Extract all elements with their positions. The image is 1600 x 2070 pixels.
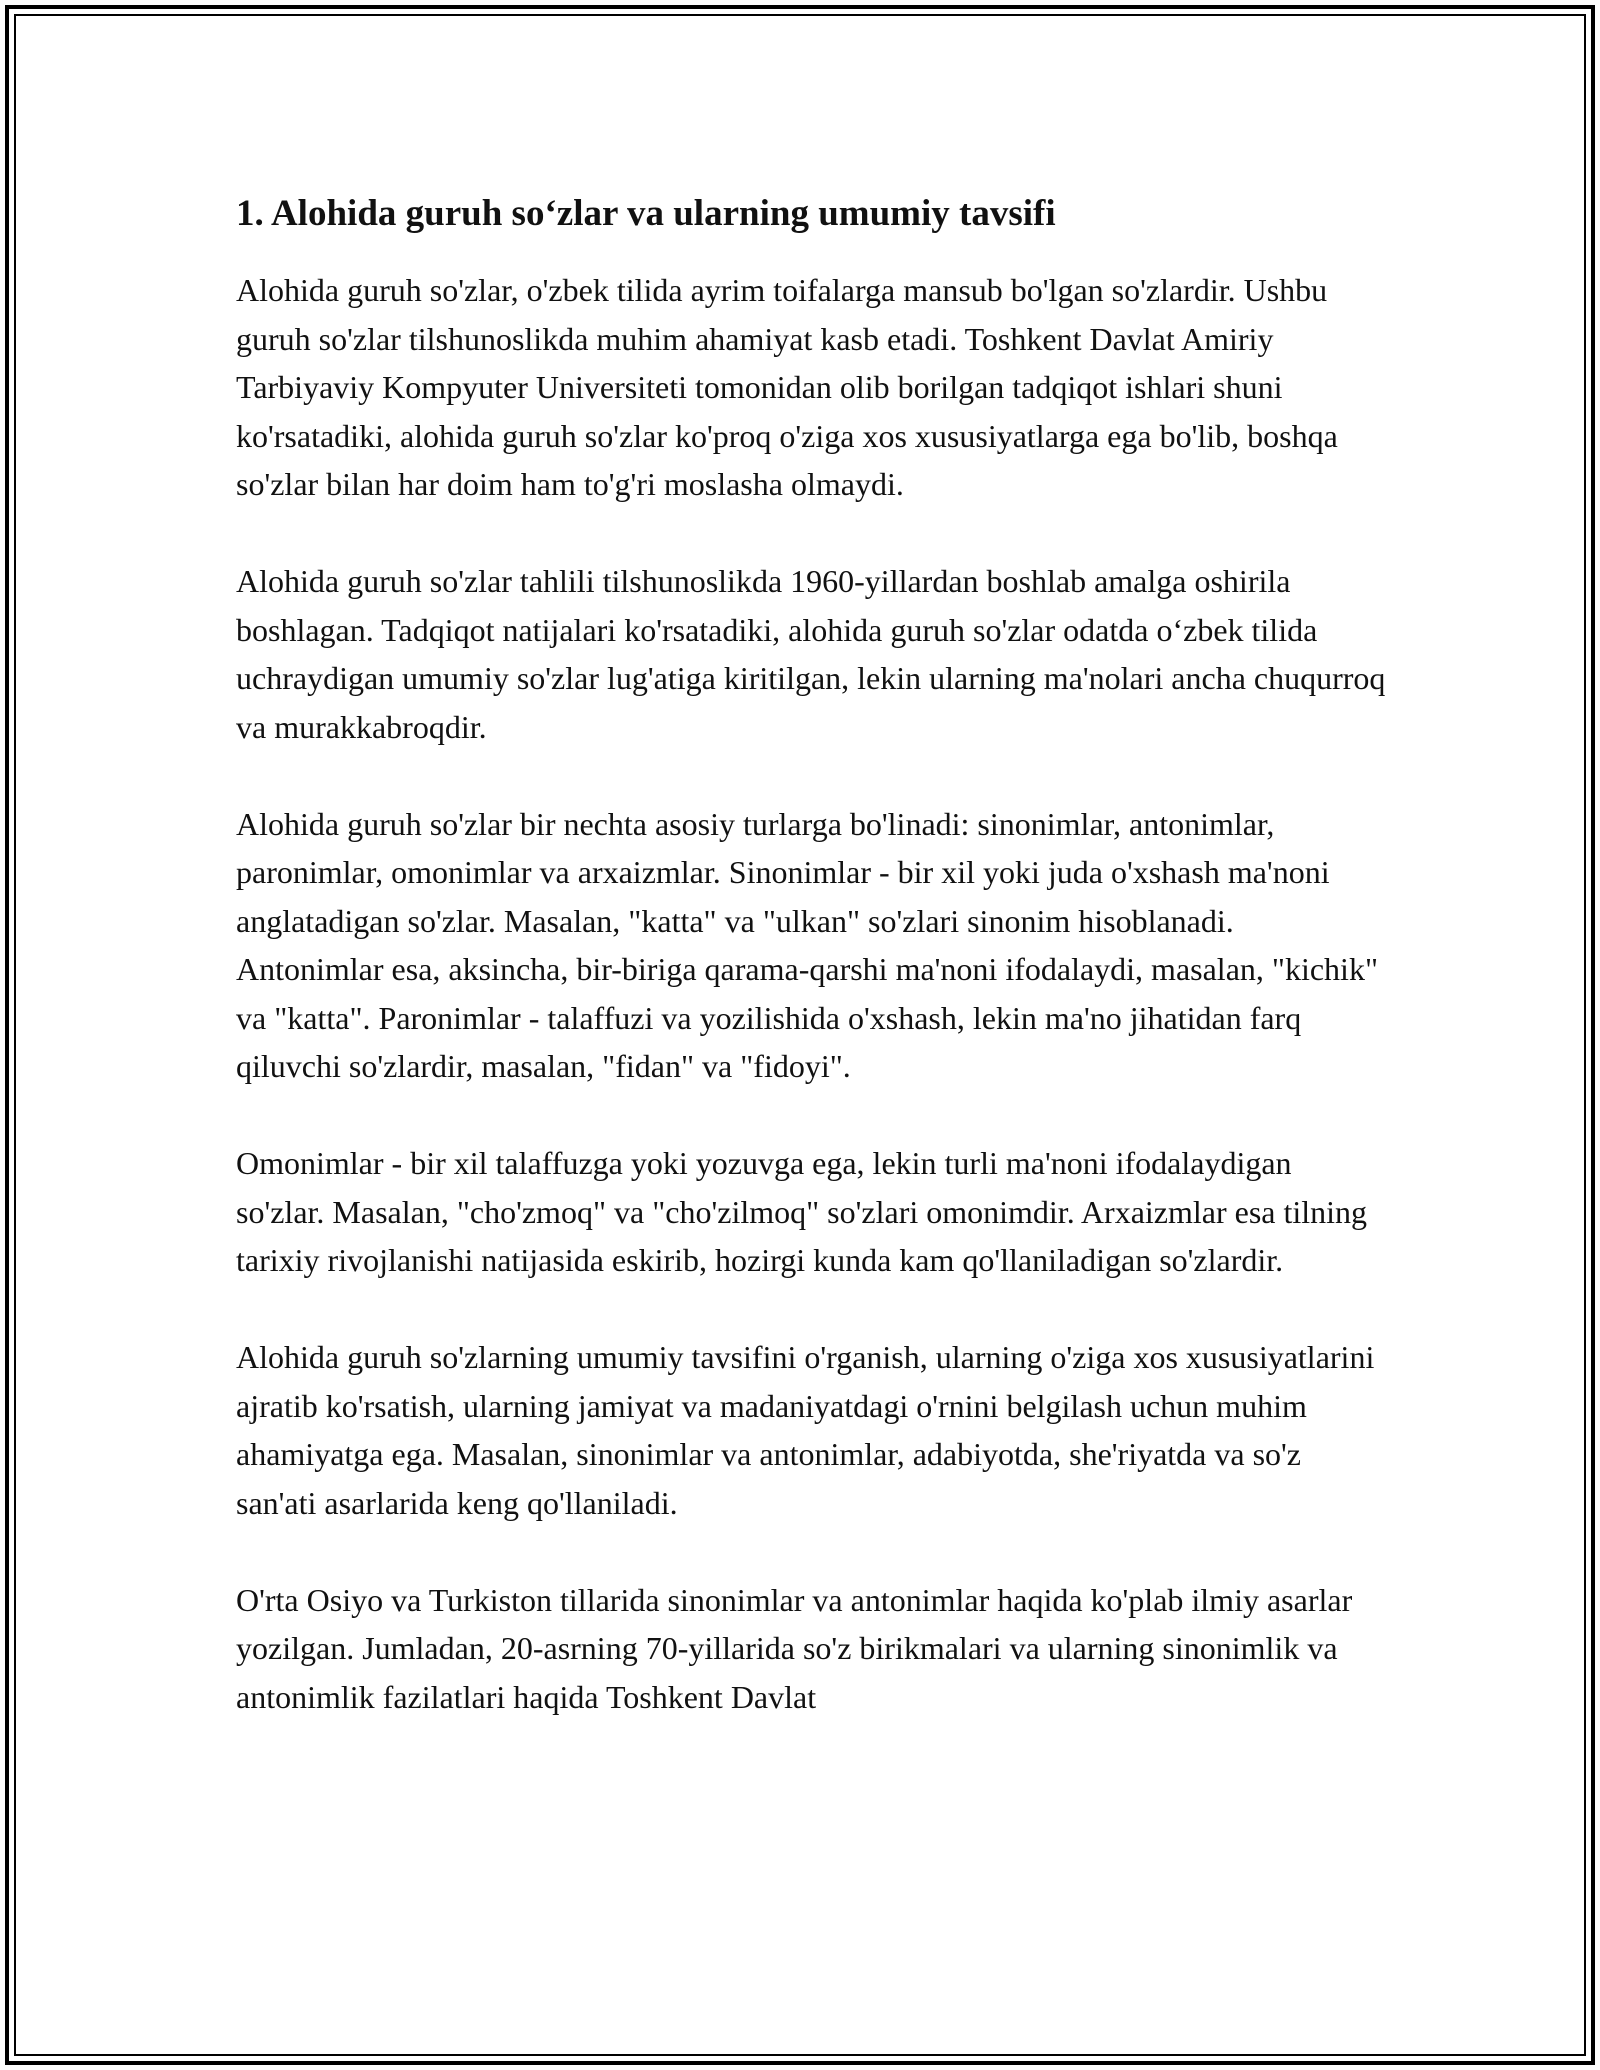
paragraph-intro: Alohida guruh so'zlar, o'zbek tilida ayrim toifalarga mansub bo'lgan so'zlardir. Ushbu guruh so'zlar tilshunoslikda muhim ahamiyat kasb etadi. Toshkent Davlat Amiriy Tarbiyaviy Kompyuter Universiteti tomonidan olib borilgan tadqiqot ishlari shuni ko'rsatadiki, alohida guruh so'zlar ko'proq o'ziga xos xususiyatlarga ega bo'lib, boshqa so'zlar bilan har doim ham to'g'ri moslasha olmaydi. [236,272,1338,502]
section-heading: 1. Alohida guruh so‘zlar va ularning umumiy tavsifi [236,193,1056,234]
paragraph-research: O'rta Osiyo va Turkiston tillarida sinonimlar va antonimlar haqida ko'plab ilmiy asarlar yozilgan. Jumladan, 20-asrning 70-yillarida so'z birikmalari va ularning sinonimlik va antonimlik fazilatlari haqida Toshkent Davlat [236,1581,1353,1715]
paragraph-history: Alohida guruh so'zlar tahlili tilshunoslikda 1960-yillardan boshlab amalga oshirila boshlagan. Tadqiqot natijalari ko'rsatadiki, alohida guruh so'zlar odatda o‘zbek tilida uchraydigan umumiy so'zlar lug'atiga kiritilgan, lekin ularning ma'nolari ancha chuqurroq va murakkabroqdir. [236,563,1386,745]
paragraph-homonyms-archaisms: Omonimlar - bir xil talaffuzga yoki yozuvga ega, lekin turli ma'noni ifodalaydigan so'zlar. Masalan, "cho'zmoq" va "cho'zilmoq" so'zlari omonimdir. Arxaizmlar esa tilning tarixiy rivojlanishi natijasida eskirib, hozirgi kunda kam qo'llaniladigan so'zlardir. [236,1145,1368,1278]
paragraph-types: Alohida guruh so'zlar bir nechta asosiy turlarga bo'linadi: sinonimlar, antonimlar, paronimlar, omonimlar va arxaizmlar. Sinonimlar - bir xil yoki juda o'xshash ma'noni anglatadigan so'zlar. Masalan, "katta" va "ulkan" so'zlari sinonim hisoblanadi. Antonimlar esa, aksincha, bir-biriga qarama-qarshi ma'noni ifodalaydi, masalan, "kichik" va "katta". Paronimlar - talaffuzi va yozilishida o'xshash, lekin ma'no jihatidan farq qiluvchi so'zlardir, masalan, "fidan" va "fidoyi". [236,805,1378,1084]
paragraph-importance: Alohida guruh so'zlarning umumiy tavsifini o'rganish, ularning o'ziga xos xususiyatlarini ajratib ko'rsatish, ularning jamiyat va madaniyatdagi o'rnini belgilash uchun muhim ahamiyatga ega. Masalan, sinonimlar va antonimlar, adabiyotda, she'riyatda va so'z san'ati asarlarida keng qo'llaniladi. [236,1339,1375,1521]
document-body [236,188,1386,1721]
